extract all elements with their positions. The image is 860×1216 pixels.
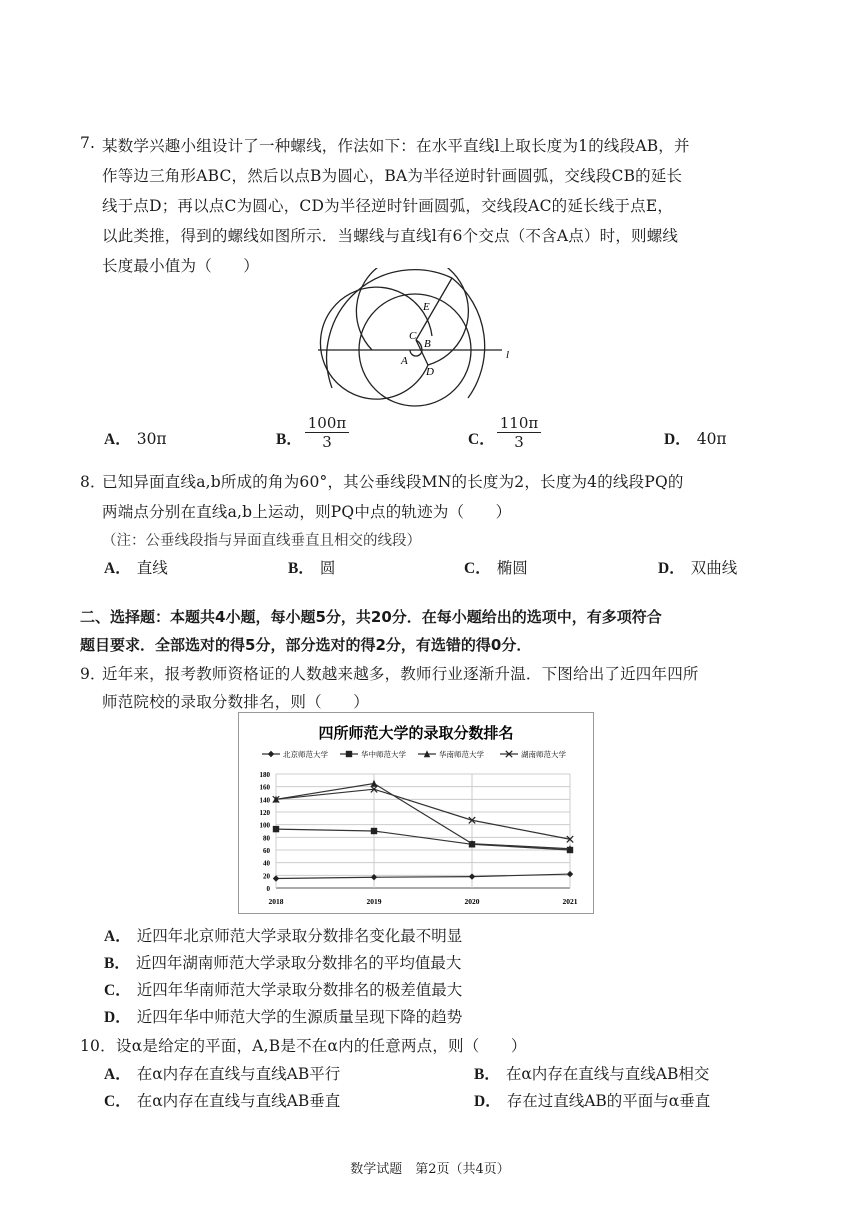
label-C: C: [409, 330, 417, 342]
q8-option-a-label: A．: [104, 560, 131, 577]
point-marker-square: [346, 751, 352, 757]
q8-option-a-text: 直线: [136, 559, 168, 577]
label-D: D: [426, 366, 434, 378]
q10-option-a[interactable]: [104, 1062, 340, 1084]
q9-option-d[interactable]: [104, 1005, 462, 1027]
q8-option-d-label: D．: [658, 560, 685, 577]
x-tick-label: 2021: [562, 897, 578, 906]
q7-option-b[interactable]: [276, 427, 308, 449]
q9-option-a-label: A．: [104, 928, 131, 945]
q10-option-c-label: C．: [104, 1093, 131, 1110]
y-tick-label: 100: [259, 821, 270, 830]
q8-option-d-text: 双曲线: [690, 559, 738, 577]
y-tick-label: 80: [263, 834, 270, 843]
q10-option-b-label: B．: [474, 1066, 500, 1083]
label-l: l: [506, 349, 510, 361]
q7-option-c-label: C．: [468, 431, 495, 448]
q7-line-1: 某数学兴趣小组设计了一种螺线，作法如下：在水平直线l上取长度为1的线段AB，并: [102, 137, 690, 155]
q10-option-b[interactable]: [474, 1062, 709, 1084]
x-tick-label: 2018: [268, 897, 284, 906]
rank-chart: [238, 712, 594, 914]
q7-option-c-num: 110π: [497, 414, 541, 433]
q7-option-c[interactable]: [468, 427, 501, 449]
q7-option-b-fraction: [305, 414, 349, 451]
q8-option-c-text: 椭圆: [496, 559, 528, 577]
q10-option-c-text: 在α内存在直线与直线AB垂直: [136, 1092, 341, 1110]
point-marker-square: [273, 826, 279, 832]
q7-line-4: 以此类推，得到的螺线如图所示．当螺线与直线l有6个交点（不含A点）时，则螺线: [102, 227, 679, 245]
q10-option-d[interactable]: [474, 1089, 710, 1111]
q10-option-a-label: A．: [104, 1066, 131, 1083]
legend-label: 湖南师范大学: [521, 750, 566, 759]
q9-option-b-text: 近四年湖南师范大学录取分数排名的平均值最大: [135, 954, 462, 972]
page-footer: 数学试题 第2页（共4页）: [350, 1162, 510, 1177]
q8-number: 8．: [80, 473, 106, 491]
q9-line-1: 近年来，报考教师资格证的人数越来越多，教师行业逐渐升温．下图给出了近四年四所: [102, 665, 699, 683]
q10-number: 10．: [80, 1037, 116, 1055]
q8-line-2: 两端点分别在直线a,b上运动，则PQ中点的轨迹为（ ）: [102, 503, 512, 521]
q10-option-c[interactable]: [104, 1089, 340, 1111]
x-tick-label: 2019: [366, 897, 382, 906]
q10-option-d-label: D．: [474, 1093, 501, 1110]
section-2-heading-line-2: 题目要求．全部选对的得5分，部分选对的得2分，有选错的得0分．: [80, 636, 532, 654]
q8-note: （注：公垂线段指与异面直线垂直且相交的线段）: [102, 533, 421, 549]
y-tick-label: 60: [263, 847, 270, 855]
q7-option-a[interactable]: [104, 427, 167, 449]
y-tick-label: 160: [259, 783, 270, 792]
q7-line-5: 长度最小值为（ ）: [102, 257, 260, 275]
q8-option-c-label: C．: [464, 560, 491, 577]
q8-option-c[interactable]: [464, 556, 528, 578]
q8-option-b-label: B．: [288, 560, 314, 577]
q7-line-2: 作等边三角形ABC，然后以点B为圆心，BA为半径逆时针画圆弧，交线段CB的延长: [102, 167, 683, 185]
y-tick-label: 180: [259, 771, 270, 779]
q7-option-d-label: D．: [664, 431, 691, 448]
q9-option-c-text: 近四年华南师范大学录取分数排名的极差值最大: [136, 981, 463, 999]
q7-option-d[interactable]: [664, 427, 727, 449]
legend-label: 北京师范大学: [283, 750, 328, 759]
q8-line-1: 已知异面直线a,b所成的角为60°，其公垂线段MN的长度为2，长度为4的线段PQ的: [102, 473, 684, 491]
q9-number: 9．: [80, 665, 106, 683]
q7-option-b-label: B．: [276, 431, 302, 448]
y-tick-label: 40: [263, 859, 270, 868]
label-E: E: [423, 301, 430, 313]
q9-line-2: 师范院校的录取分数排名，则（ ）: [102, 693, 369, 711]
q7-line-3: 线于点D；再以点C为圆心，CD为半径逆时针画圆弧，交线段AC的延长线于点E，: [102, 197, 674, 215]
q7-option-b-num: 100π: [305, 414, 349, 433]
q8-option-a[interactable]: [104, 556, 168, 578]
q8-option-b-text: 圆: [319, 559, 336, 577]
point-marker-square: [371, 828, 377, 834]
q9-option-c-label: C．: [104, 982, 131, 999]
q8-option-d[interactable]: [658, 556, 737, 578]
y-tick-label: 120: [259, 809, 270, 817]
q9-option-d-text: 近四年华中师范大学的生源质量呈现下降的趋势: [136, 1008, 463, 1026]
section-2-heading-line-1: 二、选择题：本题共4小题，每小题5分，共20分．在每小题给出的选项中，有多项符合: [80, 608, 662, 626]
spiral-figure: [310, 268, 530, 408]
y-tick-label: 140: [259, 796, 270, 805]
q7-option-c-den: 3: [514, 433, 524, 451]
label-A: A: [401, 355, 408, 367]
q7-option-a-label: A．: [104, 431, 131, 448]
legend-label: 华中师范大学: [361, 750, 406, 759]
q9-option-a-text: 近四年北京师范大学录取分数排名变化最不明显: [136, 927, 463, 945]
legend-label: 华南师范大学: [439, 750, 484, 759]
q9-option-a[interactable]: [104, 924, 462, 946]
chart-title: 四所师范大学的录取分数排名: [318, 724, 514, 742]
q10-line: 设α是给定的平面，A,B是不在α内的任意两点，则（ ）: [116, 1037, 527, 1055]
x-tick-label: 2020: [464, 897, 480, 906]
q9-option-b[interactable]: [104, 951, 461, 973]
q10-option-a-text: 在α内存在直线与直线AB平行: [136, 1065, 341, 1083]
q9-option-c[interactable]: [104, 978, 462, 1000]
q10-option-b-text: 在α内存在直线与直线AB相交: [505, 1065, 710, 1083]
q7-number: 7.: [80, 134, 96, 152]
q7-option-c-fraction: [497, 414, 541, 451]
q8-option-b[interactable]: [288, 556, 335, 578]
label-B: B: [424, 338, 431, 350]
y-tick-label: 0: [266, 885, 270, 893]
q9-option-b-label: B．: [104, 955, 130, 972]
q7-option-b-den: 3: [322, 433, 332, 451]
q7-option-d-text: 40π: [696, 430, 727, 448]
q7-option-a-text: 30π: [136, 430, 167, 448]
q10-option-d-text: 存在过直线AB的平面与α垂直: [506, 1092, 711, 1110]
y-tick-label: 20: [263, 872, 270, 881]
q9-option-d-label: D．: [104, 1009, 131, 1026]
